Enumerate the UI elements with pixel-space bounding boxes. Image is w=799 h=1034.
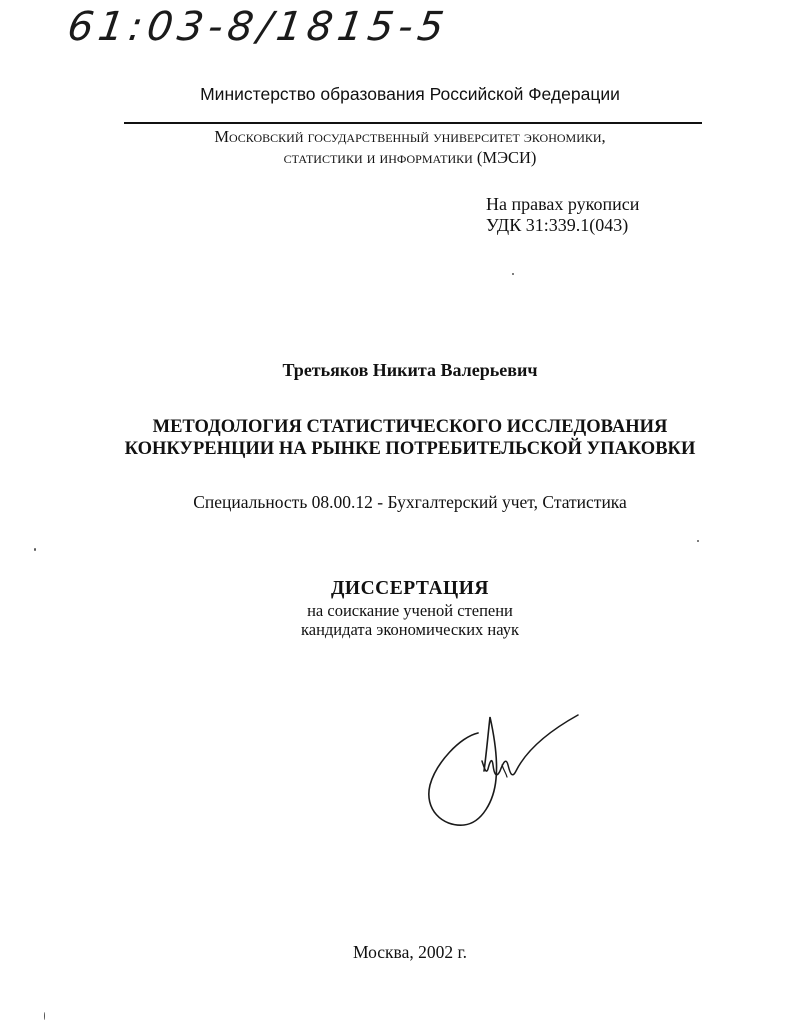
header-divider [124,122,702,124]
document-type-heading: ДИССЕРТАЦИЯ [331,578,489,599]
degree-line-2: кандидата экономических наук [300,620,519,639]
dissertation-title-line-1: МЕТОДОЛОГИЯ СТАТИСТИЧЕСКОГО ИССЛЕДОВАНИЯ [152,417,668,437]
scan-speck [697,540,699,542]
specialty-line: Специальность 08.00.12 - Бухгалтерский учет, Статистика [193,492,627,512]
degree-line-1: на соискание ученой степени [307,601,513,620]
author-name: Третьяков Никита Валерьевич [282,360,538,380]
dissertation-title [0,416,799,460]
manuscript-block [486,194,639,236]
dissertation-title-line-2: КОНКУРЕНЦИИ НА РЫНКЕ ПОТРЕБИТЕЛЬСКОЙ УПАКОВКИ [124,439,696,459]
university-name [0,126,799,168]
udc-code: УДК 31:339.1(043) [486,215,629,235]
scan-speck [44,1012,45,1020]
degree-statement [0,601,799,639]
university-name-line-1: Московский государственный университет экономики, [214,127,606,146]
handwritten-catalog-number: 61:03-8/1815-5 [64,4,452,50]
ministry-name: Министерство образования Российской Федерации [200,84,620,104]
scan-speck [512,273,514,275]
city-and-year: Москва, 2002 г. [352,942,468,962]
scan-speck [34,548,36,551]
manuscript-rights: На правах рукописи [486,194,640,214]
handwritten-signature [420,705,590,845]
university-name-line-2: статистики и информатики (МЭСИ) [283,148,537,167]
